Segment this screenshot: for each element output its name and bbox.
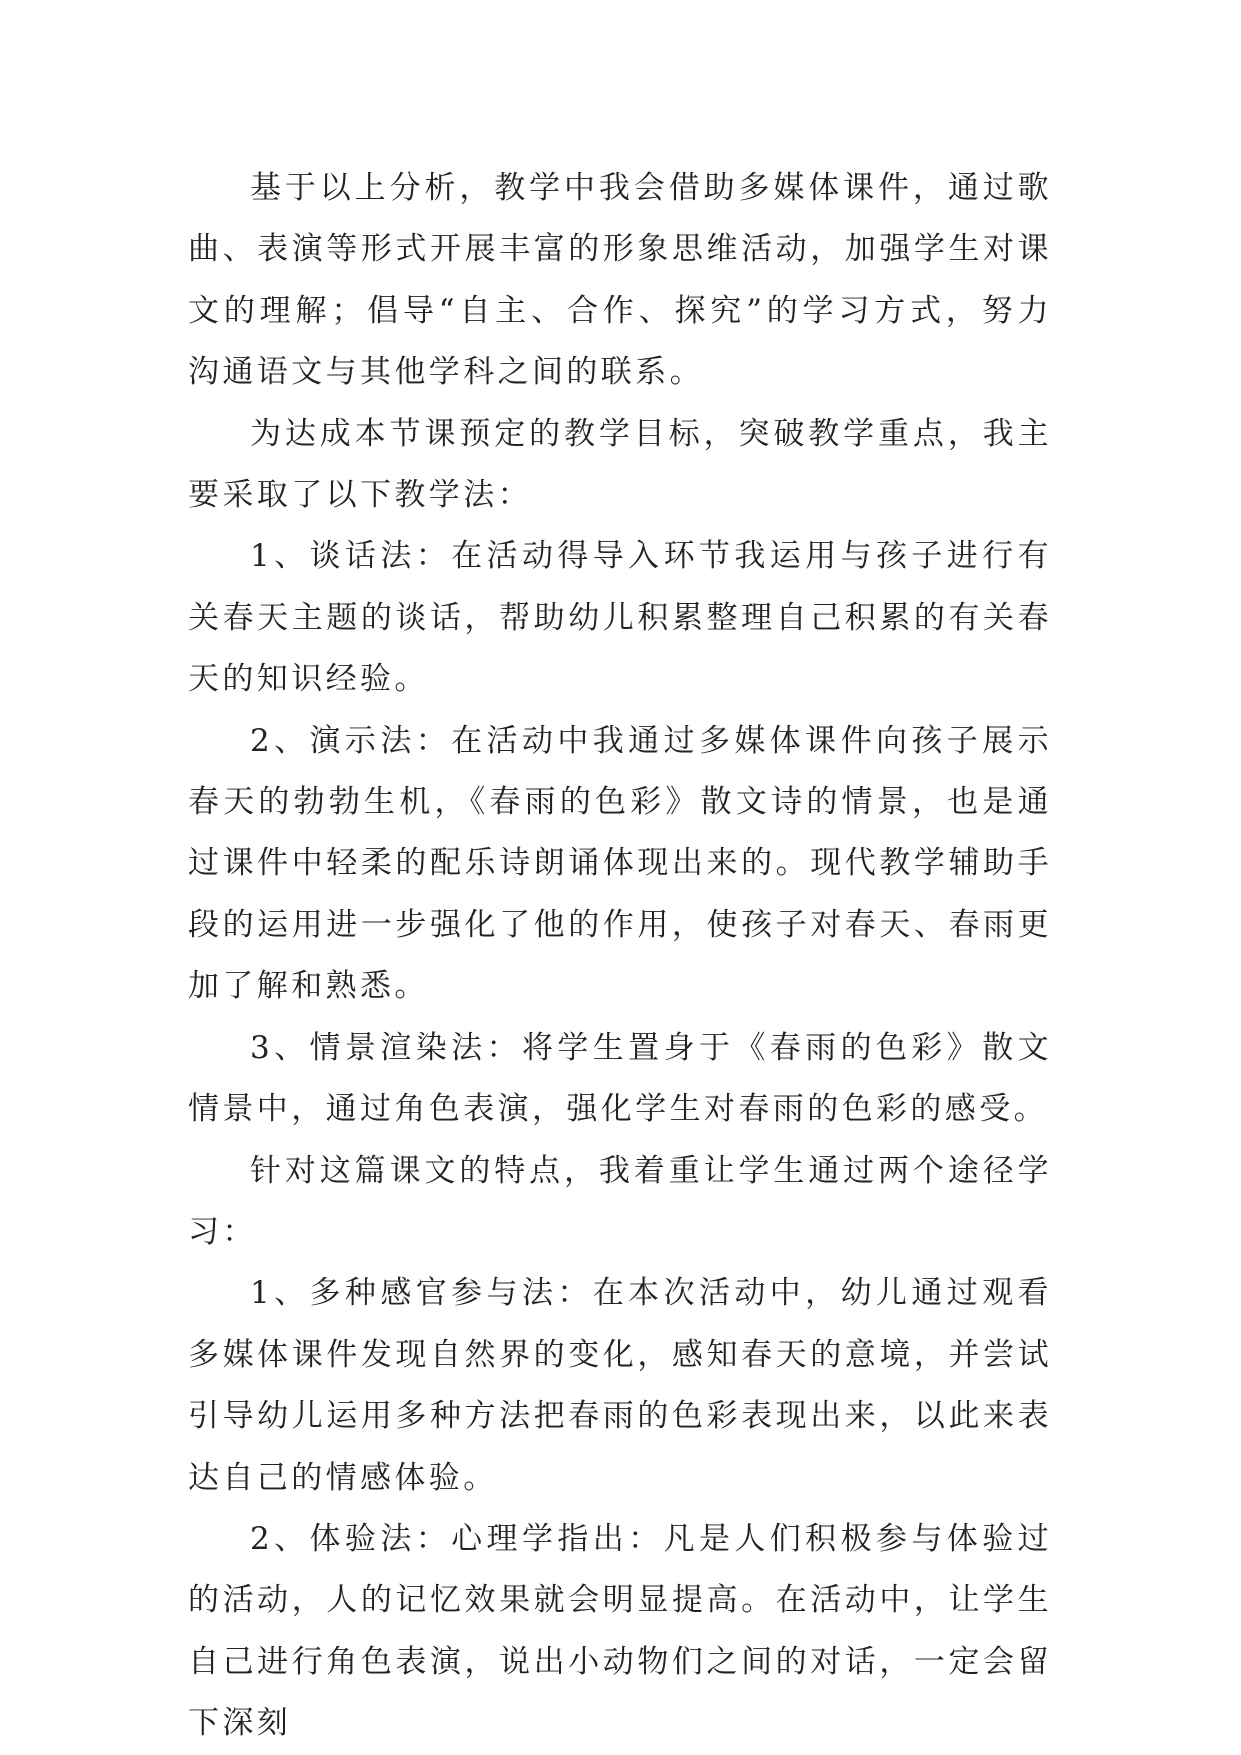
paragraph-analysis: 基于以上分析，教学中我会借助多媒体课件，通过歌曲、表演等形式开展丰富的形象思维活动，加强学生对课文的理解；倡导“自主、合作、探究”的学习方式，努力沟通语文与其他学科之间的联系。 [188,170,1052,391]
paragraph-scenario-method: 3、情景渲染法：将学生置身于《春雨的色彩》散文情景中，通过角色表演，强化学生对春雨的色彩的感受。 [188,1029,1052,1128]
paragraph-learning-intro: 针对这篇课文的特点，我着重让学生通过两个途径学习： [188,1152,1052,1250]
document-body [188,158,1052,1755]
paragraph-multisensory-method: 1、多种感官参与法：在本次活动中，幼儿通过观看多媒体课件发现自然界的变化，感知春天的意境，并尝试引导幼儿运用多种方法把春雨的色彩表现出来，以此来表达自己的情感体验。 [188,1275,1052,1496]
paragraph-demonstration-method: 2、演示法：在活动中我通过多媒体课件向孩子展示春天的勃勃生机，《春雨的色彩》散文诗的情景，也是通过课件中轻柔的配乐诗朗诵体现出来的。现代教学辅助手段的运用进一步强化了他的作用，使孩子对春天、春雨更加了解和熟悉。 [188,722,1052,1005]
paragraph-conversation-method: 1、谈话法：在活动得导入环节我运用与孩子进行有关春天主题的谈话，帮助幼儿积累整理自己积累的有关春天的知识经验。 [188,538,1052,698]
paragraph-experience-method: 2、体验法：心理学指出：凡是人们积极参与体验过的活动，人的记忆效果就会明显提高。在活动中，让学生自己进行角色表演，说出小动物们之间的对话，一定会留下深刻 [188,1520,1052,1742]
paragraph-methods-intro: 为达成本节课预定的教学目标，突破教学重点，我主要采取了以下教学法： [188,415,1052,514]
